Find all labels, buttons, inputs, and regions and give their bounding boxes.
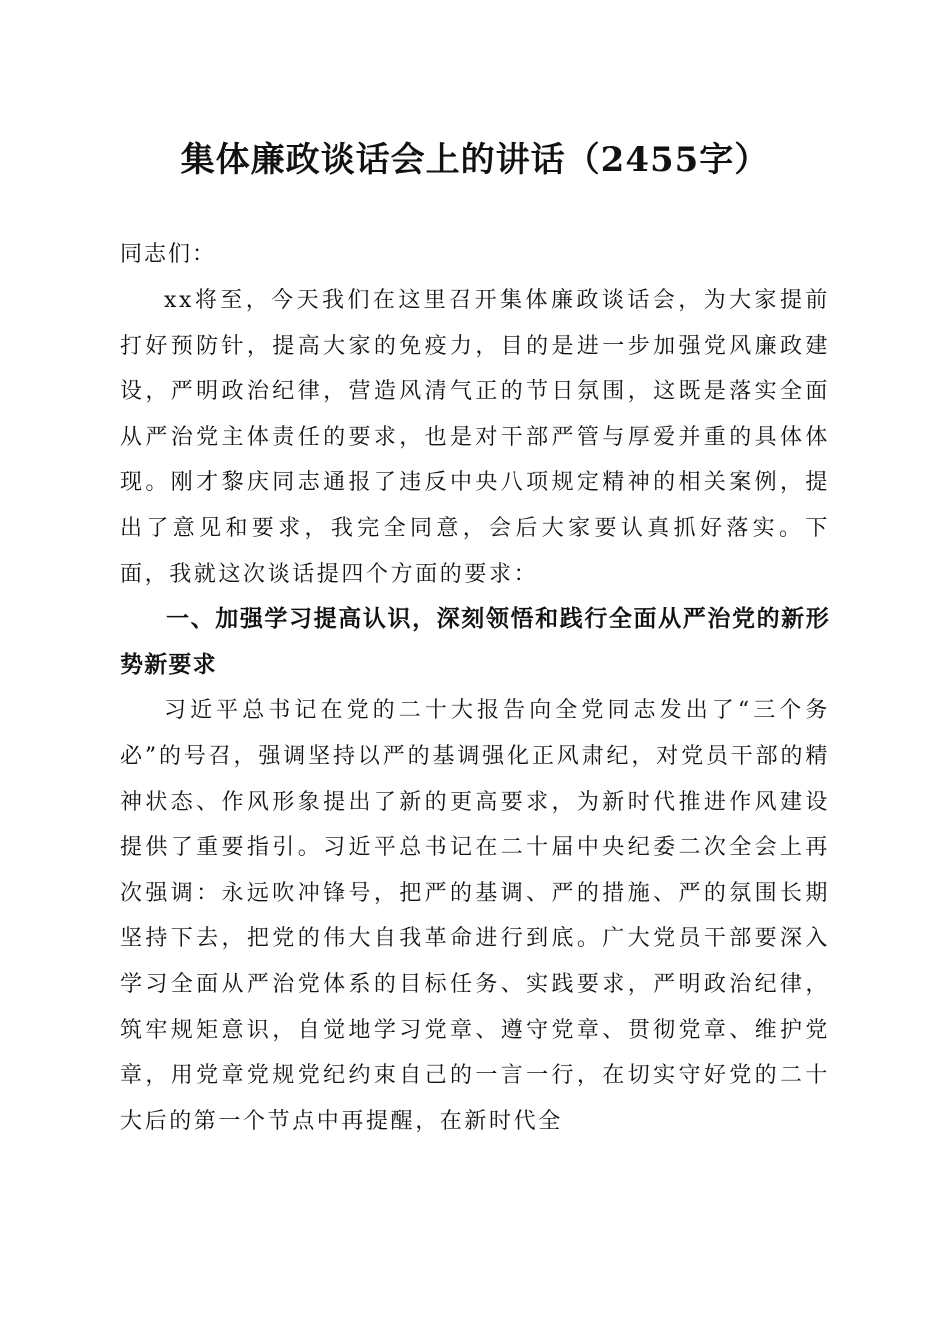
opening-paragraph: xx将至，今天我们在这里召开集体廉政谈话会，为大家提前打好预防针，提高大家的免疫力，目的是进一步加强党风廉政建设，严明政治纪律，营造风清气正的节日氛围，这既是落实全面从严治党主体责任的要求，也是对干部严管与厚爱并重的具体体现。刚才黎庆同志通报了违反中央八项规定精神的相关案例，提出了意见和要求，我完全同意，会后大家要认真抓好落实。下面，我就这次谈话提四个方面的要求： — [120, 288, 830, 587]
document-title: 集体廉政谈话会上的讲话（2455字） — [180, 140, 770, 180]
section-paragraph: 习近平总书记在党的二十大报告向全党同志发出了“三个务必”的号召，强调坚持以严的基调强化正风肃纪，对党员干部的精神状态、作风形象提出了新的更高要求，为新时代推进作风建设提供了重要指引。习近平总书记在二十届中央纪委二次全会上再次强调：永远吹冲锋号，把严的基调、严的措施、严的氛围长期坚持下去，把党的伟大自我革命进行到底。广大党员干部要深入学习全面从严治党体系的目标任务、实践要求，严明政治纪律，筑牢规矩意识，自觉地学习党章、遵守党章、贯彻党章、维护党章，用党章党规党纪约束自己的一言一行，在切实守好党的二十大后的第一个节点中再提醒，在新时代全 — [120, 698, 830, 1134]
section-heading: 一、加强学习提高认识，深刻领悟和践行全面从严治党的新形势新要求 — [120, 606, 830, 678]
greeting: 同志们： — [120, 242, 217, 267]
document-body — [120, 232, 830, 1144]
